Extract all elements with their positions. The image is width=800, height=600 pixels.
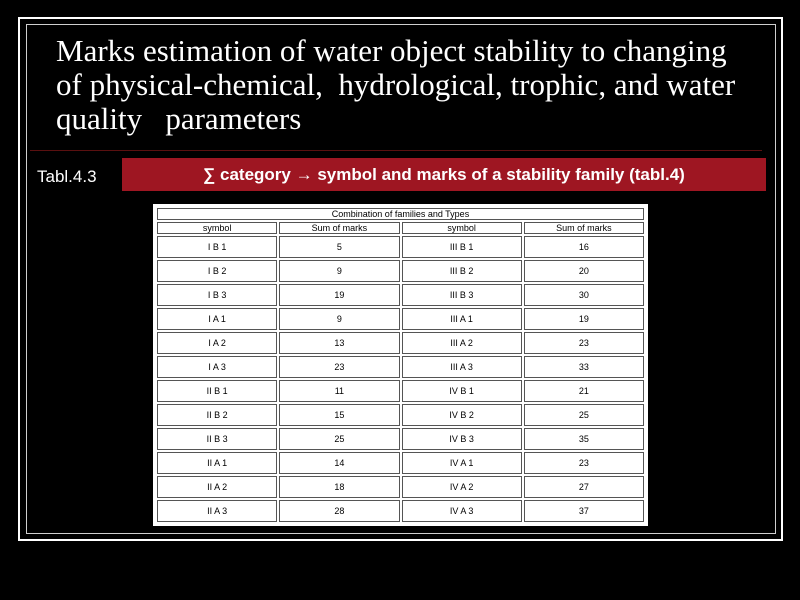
table-cell: 23 (524, 332, 644, 354)
table-cell: 9 (279, 260, 399, 282)
table-cell: 19 (524, 308, 644, 330)
table-cell: III B 1 (402, 236, 522, 258)
table-cell: III A 2 (402, 332, 522, 354)
table-cell: II A 2 (157, 476, 277, 498)
table-row (157, 236, 644, 258)
table-cell: 25 (279, 428, 399, 450)
table-row (157, 380, 644, 402)
table-row (157, 260, 644, 282)
table-row (157, 452, 644, 474)
table-cell: 5 (279, 236, 399, 258)
table-row (157, 404, 644, 426)
column-header: Sum of marks (524, 222, 644, 234)
table-label: Tabl.4.3 (37, 167, 97, 186)
table-cell: I A 3 (157, 356, 277, 378)
families-table (155, 206, 646, 524)
table-cell: III A 1 (402, 308, 522, 330)
table-cell: 19 (279, 284, 399, 306)
table-cell: II A 3 (157, 500, 277, 522)
table-cell: I B 2 (157, 260, 277, 282)
table-row (157, 476, 644, 498)
table-row (157, 284, 644, 306)
title-divider (30, 150, 762, 151)
table-caption-row (157, 208, 644, 220)
table-row (157, 332, 644, 354)
table-cell: III B 2 (402, 260, 522, 282)
table-cell: III B 3 (402, 284, 522, 306)
table-cell: 21 (524, 380, 644, 402)
table-row (157, 500, 644, 522)
table-cell: IV A 3 (402, 500, 522, 522)
table-cell: 13 (279, 332, 399, 354)
table-header-row (157, 222, 644, 234)
table-cell: II A 1 (157, 452, 277, 474)
table-cell: I B 1 (157, 236, 277, 258)
table-cell: 18 (279, 476, 399, 498)
table-cell: 25 (524, 404, 644, 426)
table-cell: 28 (279, 500, 399, 522)
table-cell: IV A 2 (402, 476, 522, 498)
table-cell: 14 (279, 452, 399, 474)
table-cell: I A 1 (157, 308, 277, 330)
table-cell: IV B 2 (402, 404, 522, 426)
table-cell: 20 (524, 260, 644, 282)
table-cell: 16 (524, 236, 644, 258)
table-container (153, 204, 648, 526)
category-banner: ∑ category → symbol and marks of a stability family (tabl.4) (122, 158, 766, 191)
column-header: Sum of marks (279, 222, 399, 234)
table-cell: III A 3 (402, 356, 522, 378)
table-cell: 35 (524, 428, 644, 450)
column-header: symbol (157, 222, 277, 234)
table-cell: 30 (524, 284, 644, 306)
table-cell: I A 2 (157, 332, 277, 354)
table-row (157, 428, 644, 450)
table-cell: 37 (524, 500, 644, 522)
table-row (157, 308, 644, 330)
column-header: symbol (402, 222, 522, 234)
table-cell: 9 (279, 308, 399, 330)
table-cell: IV B 3 (402, 428, 522, 450)
table-cell: 11 (279, 380, 399, 402)
table-cell: 33 (524, 356, 644, 378)
table-cell: 27 (524, 476, 644, 498)
table-cell: 23 (279, 356, 399, 378)
table-cell: IV A 1 (402, 452, 522, 474)
table-cell: II B 2 (157, 404, 277, 426)
table-cell: I B 3 (157, 284, 277, 306)
table-row (157, 356, 644, 378)
table-cell: IV B 1 (402, 380, 522, 402)
table-caption: Combination of families and Types (157, 208, 644, 220)
slide-title: Marks estimation of water object stability to changing of physical-chemical, hydrological, trophic, and water quality parameters (56, 33, 743, 136)
table-cell: II B 1 (157, 380, 277, 402)
table-cell: II B 3 (157, 428, 277, 450)
table-cell: 15 (279, 404, 399, 426)
table-cell: 23 (524, 452, 644, 474)
table-body (157, 236, 644, 522)
